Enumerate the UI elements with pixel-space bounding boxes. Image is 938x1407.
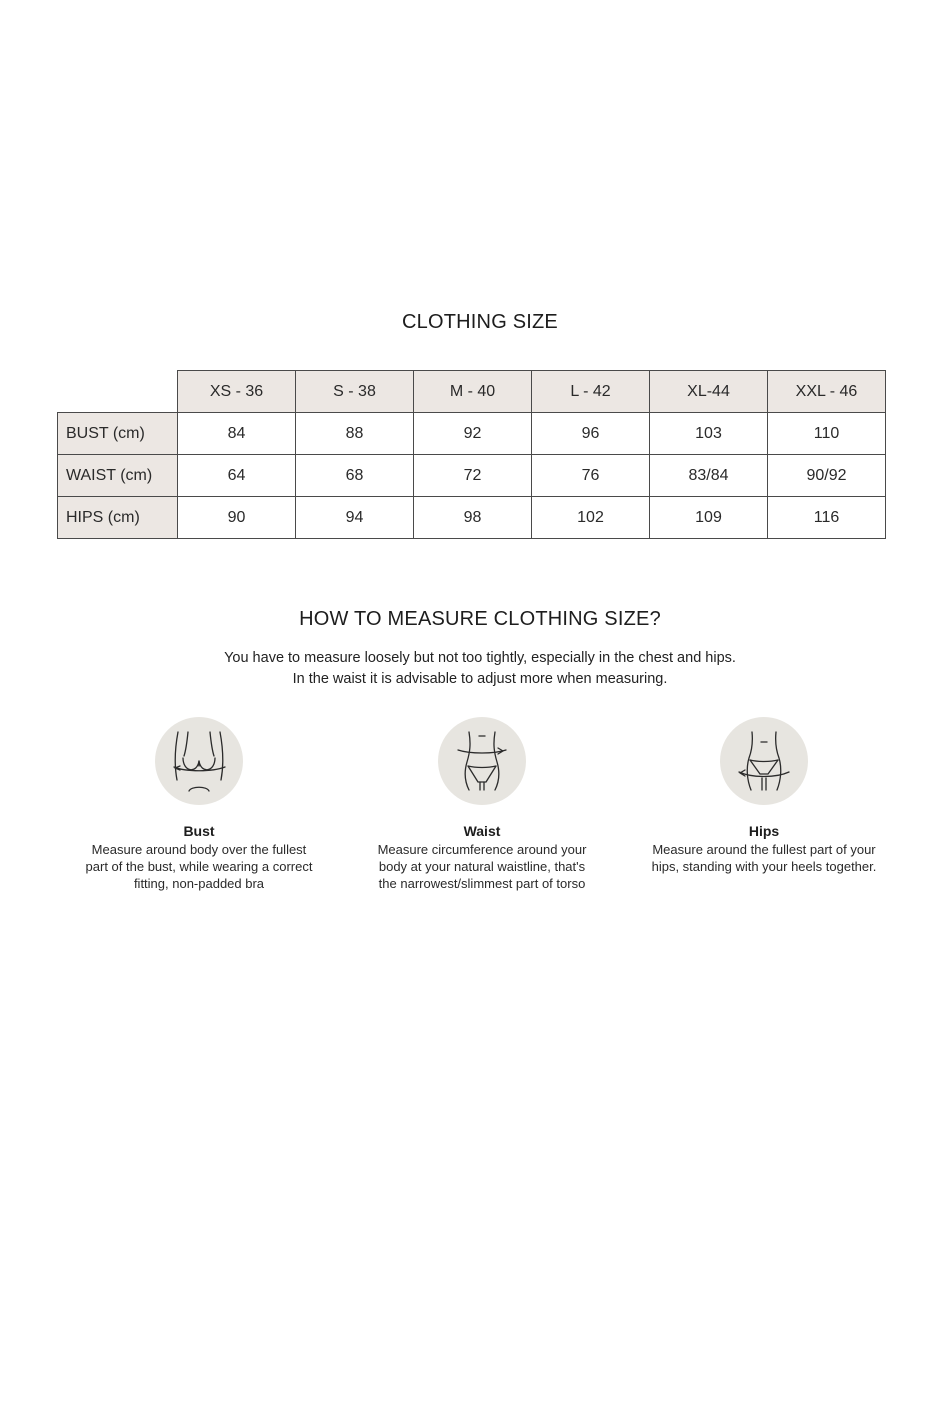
size-chart-title: CLOTHING SIZE bbox=[402, 311, 558, 333]
table-corner bbox=[58, 371, 178, 413]
hips-measure-icon bbox=[734, 728, 794, 794]
table-cell: 110 bbox=[768, 413, 886, 455]
table-cell: 92 bbox=[414, 413, 532, 455]
table-cell: 94 bbox=[296, 497, 414, 539]
size-column-header: M - 40 bbox=[414, 371, 532, 413]
waist-measure-icon bbox=[454, 728, 510, 794]
guide-description bbox=[64, 841, 334, 892]
guide-title: Bust bbox=[183, 823, 215, 839]
guide-line: hips, standing with your heels together. bbox=[651, 859, 877, 874]
table-cell: 68 bbox=[296, 455, 414, 497]
guide-line: fitting, non-padded bra bbox=[133, 876, 265, 891]
guide-line: the narrowest/slimmest part of torso bbox=[378, 876, 586, 891]
intro-line: In the waist it is advisable to adjust more when measuring. bbox=[292, 671, 668, 687]
row-label: HIPS (cm) bbox=[58, 497, 178, 539]
measure-intro bbox=[0, 648, 938, 690]
table-cell: 109 bbox=[650, 497, 768, 539]
guide-title: Waist bbox=[463, 823, 501, 839]
intro-line: You have to measure loosely but not too tightly, especially in the chest and hips. bbox=[224, 650, 736, 666]
table-cell: 102 bbox=[532, 497, 650, 539]
hips-icon-circle bbox=[720, 717, 808, 805]
guide-description bbox=[629, 841, 899, 875]
guide-description bbox=[347, 841, 617, 892]
table-row-waist bbox=[58, 455, 886, 497]
size-column-header: S - 38 bbox=[296, 371, 414, 413]
guide-hips bbox=[629, 717, 899, 875]
guide-waist bbox=[347, 717, 617, 892]
table-cell: 72 bbox=[414, 455, 532, 497]
table-cell: 83/84 bbox=[650, 455, 768, 497]
measure-title: HOW TO MEASURE CLOTHING SIZE? bbox=[299, 608, 661, 630]
bust-measure-icon bbox=[168, 728, 230, 794]
table-cell: 84 bbox=[178, 413, 296, 455]
size-column-header: XL-44 bbox=[650, 371, 768, 413]
table-cell: 98 bbox=[414, 497, 532, 539]
table-cell: 88 bbox=[296, 413, 414, 455]
table-cell: 103 bbox=[650, 413, 768, 455]
waist-icon-circle bbox=[438, 717, 526, 805]
size-column-header: XS - 36 bbox=[178, 371, 296, 413]
guide-line: Measure circumference around your bbox=[377, 842, 587, 857]
bust-icon-circle bbox=[155, 717, 243, 805]
table-cell: 96 bbox=[532, 413, 650, 455]
guide-title: Hips bbox=[748, 823, 780, 839]
table-header-row bbox=[58, 371, 886, 413]
table-row-hips bbox=[58, 497, 886, 539]
table-cell: 64 bbox=[178, 455, 296, 497]
row-label: WAIST (cm) bbox=[58, 455, 178, 497]
table-cell: 116 bbox=[768, 497, 886, 539]
guide-line: Measure around body over the fullest bbox=[91, 842, 307, 857]
table-cell: 90/92 bbox=[768, 455, 886, 497]
guide-bust bbox=[64, 717, 334, 892]
size-chart-table bbox=[57, 370, 886, 539]
table-cell: 90 bbox=[178, 497, 296, 539]
table-cell: 76 bbox=[532, 455, 650, 497]
guide-line: part of the bust, while wearing a correct bbox=[85, 859, 313, 874]
size-column-header: XXL - 46 bbox=[768, 371, 886, 413]
guide-line: Measure around the fullest part of your bbox=[652, 842, 876, 857]
size-column-header: L - 42 bbox=[532, 371, 650, 413]
table-row-bust bbox=[58, 413, 886, 455]
guide-line: body at your natural waistline, that's bbox=[378, 859, 586, 874]
row-label: BUST (cm) bbox=[58, 413, 178, 455]
